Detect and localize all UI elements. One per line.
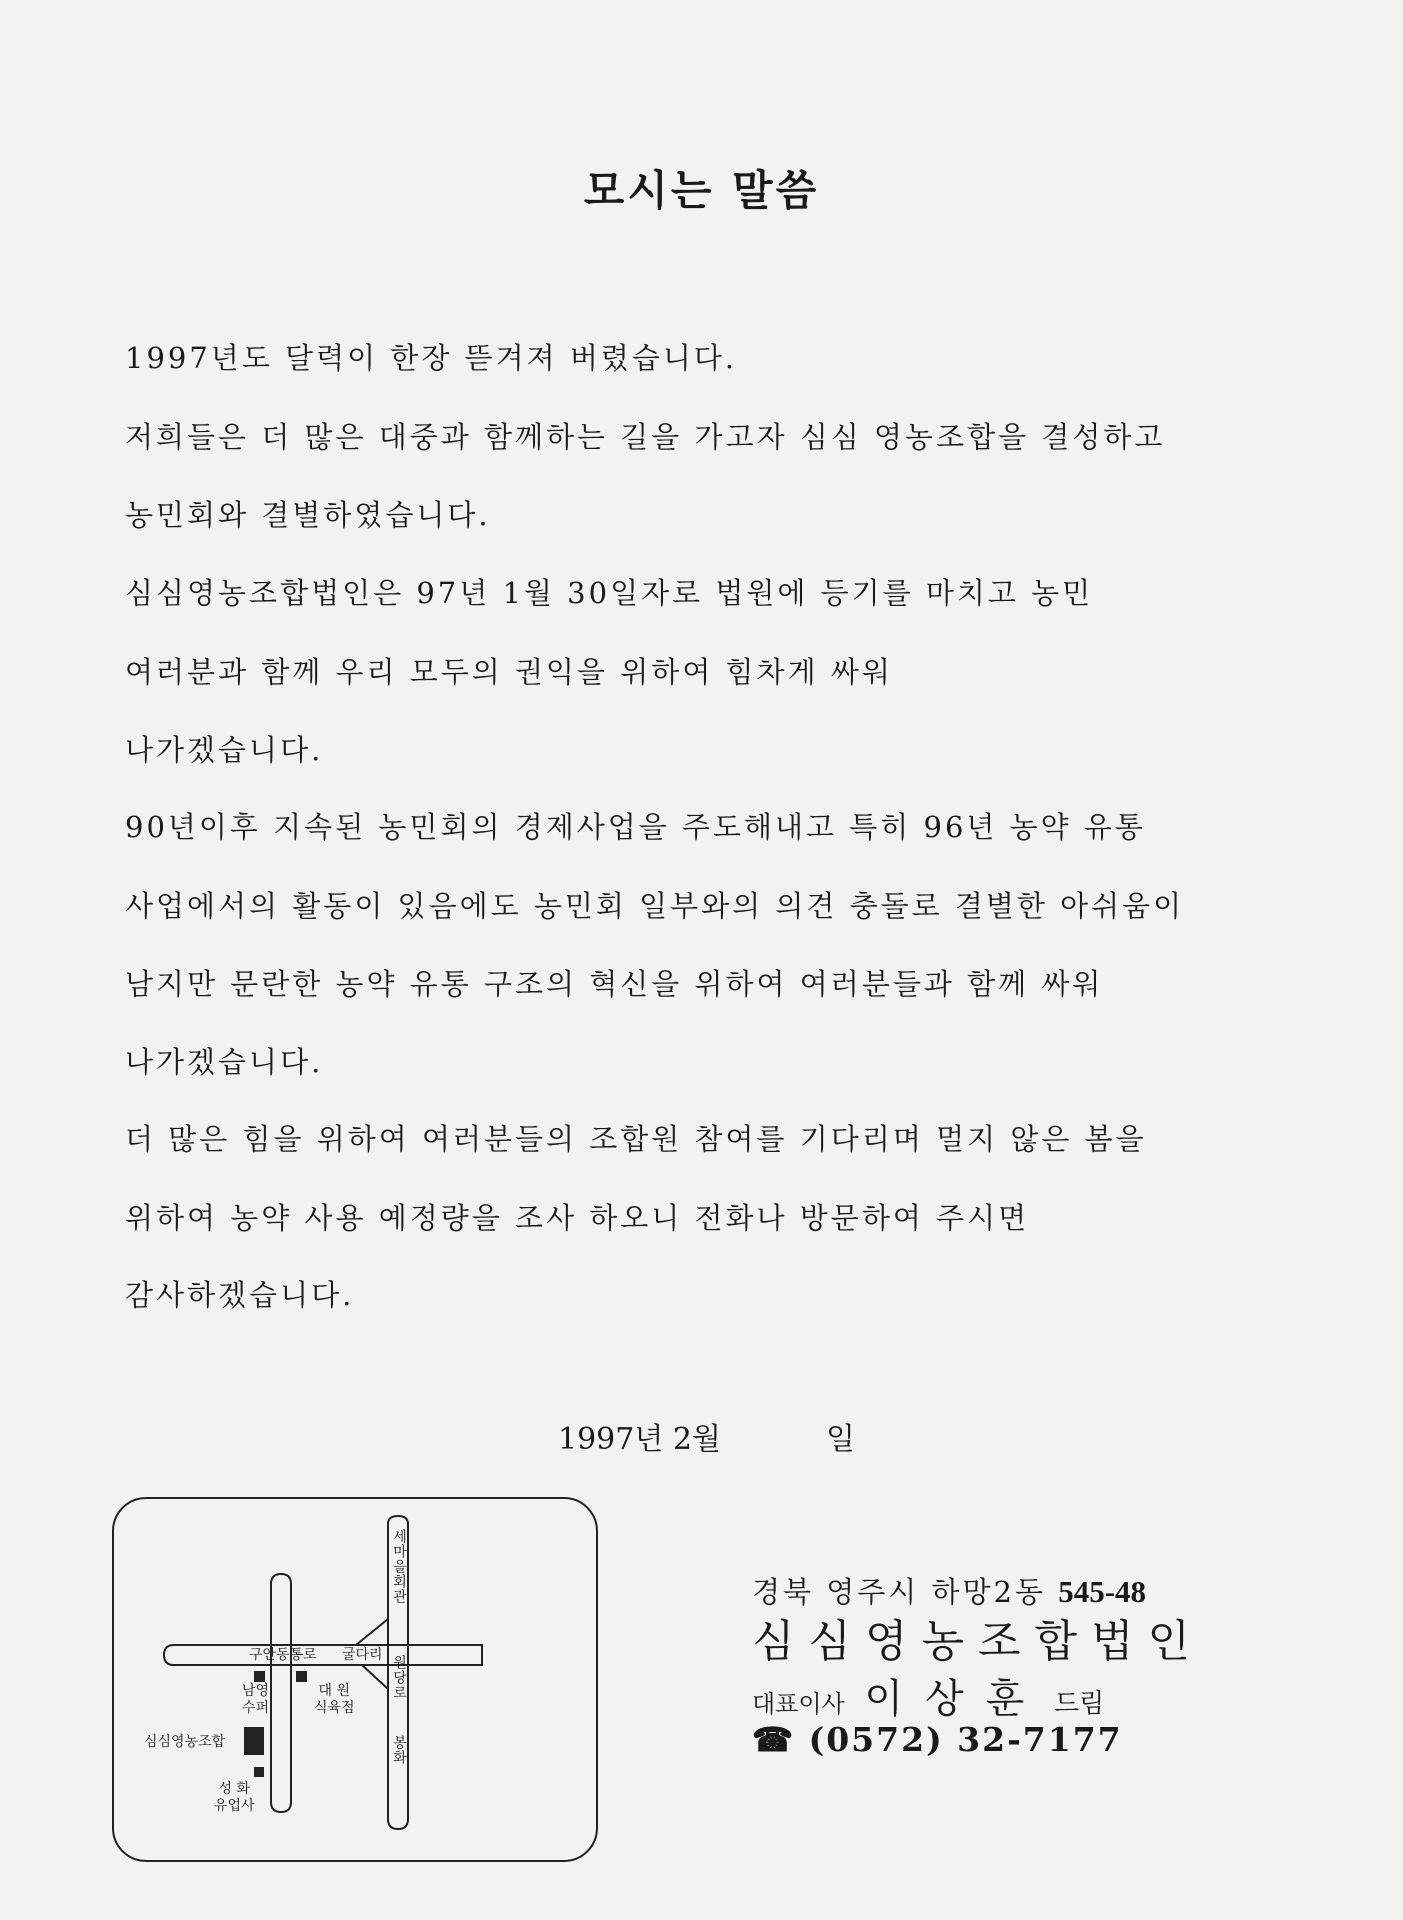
body-line: 저희들은 더 많은 대중과 함께하는 길을 가고자 심심 영농조합을 결성하고	[125, 420, 1166, 454]
organization-name: 심심영농조합법인	[752, 1616, 1205, 1667]
address-number: 545-48	[1058, 1574, 1147, 1609]
map-road-label-saemaeul: 세마을회관	[391, 1529, 407, 1604]
page-title: 모시는 말씀	[583, 166, 820, 215]
date-year-month: 1997년 2월	[558, 1422, 721, 1457]
body-line: 나가겠습니다.	[125, 733, 324, 767]
body-line: 나가겠습니다.	[125, 1045, 324, 1079]
body-line: 더 많은 힘을 위하여 여러분들의 조합원 참여를 기다리며 멀지 않은 봄을	[125, 1122, 1147, 1156]
map-road-label-bonghwa: 봉화	[391, 1735, 407, 1765]
rep-suffix: 드림	[1053, 1689, 1105, 1719]
body-line: 위하여 농약 사용 예정량을 조사 하오니 전화나 방문하여 주시면	[125, 1201, 1030, 1235]
phone-number: (0572) 32-7177	[808, 1720, 1123, 1759]
rep-title: 대표이사	[752, 1690, 845, 1718]
address-prefix: 경북 영주시 하망2동	[752, 1575, 1046, 1609]
map-landmark-namyeong: 남영 수퍼	[242, 1683, 270, 1716]
body-line: 1997년도 달력이 한장 뜯겨져 버렸습니다.	[125, 341, 738, 375]
body-line: 감사하겠습니다.	[125, 1278, 355, 1312]
map-road-label-wondang: 원당로	[391, 1655, 407, 1700]
body-line: 심심영농조합법인은 97년 1월 30일자로 법원에 등기를 마치고 농민	[125, 576, 1094, 610]
telephone-icon: ☎	[752, 1720, 796, 1759]
representative	[752, 1667, 1104, 1724]
body-line: 농민회와 결별하였습니다.	[125, 498, 491, 532]
map-landmark-gulmaru: 굴다리	[342, 1647, 383, 1663]
date-day: 일	[826, 1422, 855, 1457]
body-line: 남지만 문란한 농약 유통 구조의 혁신을 위하여 여러분들과 함께 싸워	[125, 967, 1104, 1001]
map-road-label-guandong: 구안동통로	[249, 1647, 317, 1663]
body-line: 여러분과 함께 우리 모두의 권익을 위하여 힘차게 싸워	[125, 655, 893, 689]
location-map	[112, 1497, 598, 1862]
map-target-simsim: 심심영농조합	[144, 1734, 226, 1750]
rep-name: 이상훈	[864, 1676, 1047, 1722]
map-landmark-daewon: 대 원 식육점	[314, 1683, 355, 1716]
map-landmark-sungwha: 성 화 유업사	[214, 1781, 255, 1814]
body-line: 90년이후 지속된 농민회의 경제사업을 주도해내고 특히 96년 농약 유통	[125, 810, 1146, 844]
phone-line	[752, 1720, 1123, 1759]
body-line: 사업에서의 활동이 있음에도 농민회 일부와의 의견 충돌로 결별한 아쉬움이	[125, 889, 1185, 923]
map-roads	[114, 1499, 600, 1864]
